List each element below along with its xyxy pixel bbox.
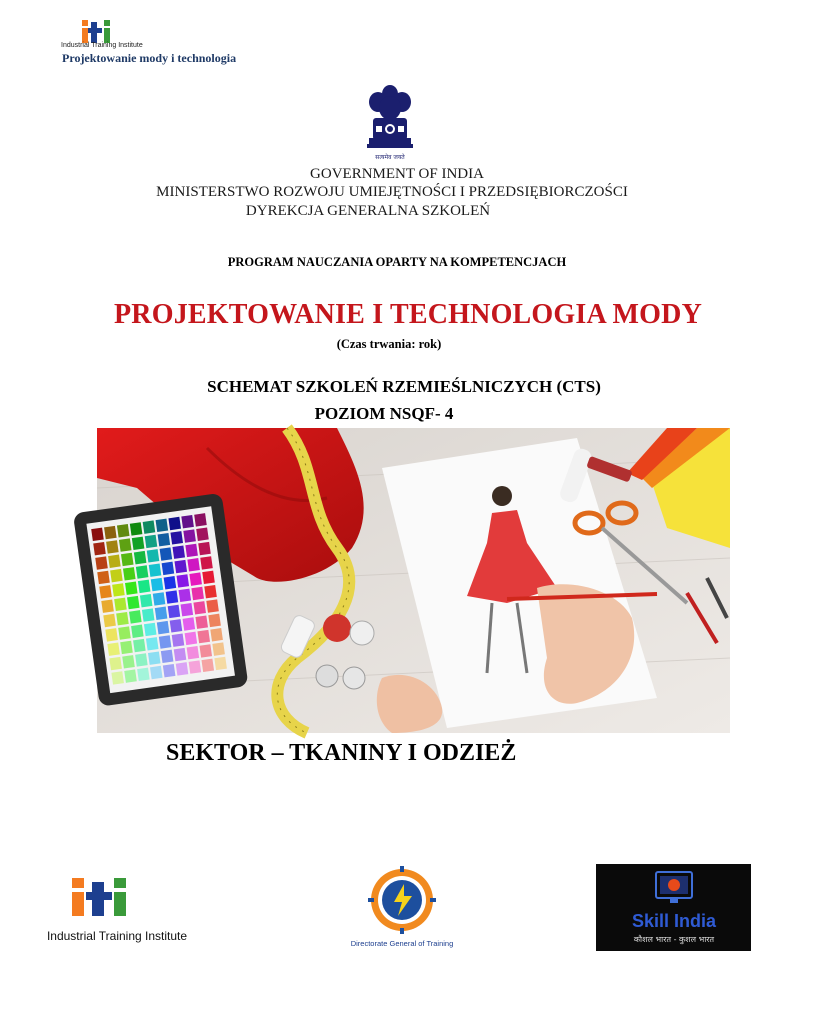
color-swatch — [161, 650, 174, 663]
color-swatch — [191, 587, 204, 600]
color-swatch — [134, 551, 147, 564]
color-swatch — [131, 625, 144, 638]
color-swatch — [197, 630, 210, 643]
emblem-motto: सत्यमेव जयते — [375, 154, 405, 161]
skill-india-name: Skill India — [631, 911, 717, 931]
color-swatch — [93, 542, 106, 555]
color-swatch — [157, 621, 170, 634]
color-swatch — [101, 599, 114, 612]
color-swatch — [108, 555, 121, 568]
color-swatch — [174, 648, 187, 661]
color-swatch — [106, 540, 119, 553]
color-swatch — [196, 528, 209, 541]
color-swatch — [117, 524, 130, 537]
color-swatch — [120, 641, 133, 654]
color-swatch — [145, 535, 158, 548]
iti-logo-caption-large: Industrial Training Institute — [46, 929, 188, 943]
color-swatch — [198, 542, 211, 555]
color-swatch — [150, 666, 163, 679]
national-emblem-icon — [361, 82, 419, 162]
dgt-logo — [350, 864, 454, 952]
color-swatch — [158, 533, 171, 546]
sector-heading: SEKTOR – TKANINY I ODZIEŻ — [166, 740, 517, 766]
color-swatch — [97, 571, 110, 584]
color-swatch — [127, 596, 140, 609]
color-swatch — [99, 585, 112, 598]
government-line: GOVERNMENT OF INDIA — [310, 166, 484, 182]
color-swatch — [176, 662, 189, 675]
program-heading: PROGRAM NAUCZANIA OPARTY NA KOMPETENCJACH — [227, 255, 567, 269]
color-swatch — [140, 594, 153, 607]
color-swatch — [159, 635, 172, 648]
color-swatch — [172, 633, 185, 646]
color-swatch — [214, 657, 227, 670]
color-swatch — [110, 569, 123, 582]
color-swatch — [181, 603, 194, 616]
color-swatch — [114, 598, 127, 611]
color-swatch — [125, 581, 138, 594]
color-swatch — [160, 547, 173, 560]
color-swatch — [130, 522, 143, 535]
color-swatch — [147, 549, 160, 562]
color-swatch — [109, 657, 122, 670]
color-swatch — [135, 653, 148, 666]
color-swatch — [162, 562, 175, 575]
document-header-title: Projektowanie mody i technologia — [62, 51, 237, 65]
color-swatch — [121, 553, 134, 566]
color-swatch — [155, 607, 168, 620]
color-swatch — [149, 563, 162, 576]
skill-india-logo — [596, 864, 751, 951]
iti-logo — [32, 868, 202, 948]
course-duration: (Czas trwania: rok) — [336, 337, 442, 351]
color-swatch — [179, 589, 192, 602]
color-swatch — [148, 651, 161, 664]
iti-logo-small — [80, 18, 160, 44]
color-swatch — [212, 642, 225, 655]
color-swatch — [189, 572, 202, 585]
directorate-line: DYREKCJA GENERALNA SZKOLEŃ — [245, 203, 491, 219]
color-swatch — [172, 546, 185, 559]
color-swatch — [104, 526, 117, 539]
color-swatch — [199, 644, 212, 657]
color-swatch — [132, 537, 145, 550]
nsqf-level: POZIOM NSQF- 4 — [314, 404, 454, 423]
color-swatch — [164, 576, 177, 589]
color-swatch — [95, 556, 108, 569]
color-swatch — [138, 580, 151, 593]
color-swatch — [107, 643, 120, 656]
color-swatch — [118, 626, 131, 639]
color-swatch — [146, 637, 159, 650]
color-swatch — [103, 614, 116, 627]
color-swatch — [183, 617, 196, 630]
color-swatch — [170, 531, 183, 544]
skill-india-tagline: कौशल भारत - कुशल भारत — [633, 935, 715, 944]
color-swatch — [142, 608, 155, 621]
color-swatch — [163, 664, 176, 677]
ministry-line: MINISTERSTWO ROZWOJU UMIEJĘTNOŚCI I PRZEDSIĘBIORCZOŚCI — [156, 184, 628, 200]
color-swatch — [170, 619, 183, 632]
iti-logo-caption: Industrial Training Institute — [61, 42, 143, 49]
color-swatch — [143, 520, 156, 533]
color-swatch — [189, 660, 202, 673]
color-swatch — [194, 513, 207, 526]
color-swatch — [177, 574, 190, 587]
color-swatch — [122, 655, 135, 668]
color-swatch — [185, 632, 198, 645]
dgt-caption: Directorate General of Training — [350, 939, 454, 948]
color-swatch — [193, 601, 206, 614]
color-swatch — [136, 565, 149, 578]
color-swatch — [124, 669, 137, 682]
color-swatch — [174, 560, 187, 573]
color-swatch — [187, 646, 200, 659]
color-swatch — [210, 628, 223, 641]
color-swatch — [105, 628, 118, 641]
color-swatch — [200, 556, 213, 569]
color-swatch — [187, 558, 200, 571]
course-title: PROJEKTOWANIE I TECHNOLOGIA MODY — [113, 299, 702, 330]
color-swatch — [181, 515, 194, 528]
color-swatch — [201, 659, 214, 672]
color-swatch — [133, 639, 146, 652]
color-swatch — [153, 592, 166, 605]
color-swatch — [116, 612, 129, 625]
scheme-heading: SCHEMAT SZKOLEŃ RZEMIEŚLNICZYCH (CTS) — [207, 377, 601, 396]
color-swatch — [129, 610, 142, 623]
color-swatch — [166, 590, 179, 603]
color-swatch — [123, 567, 136, 580]
color-swatch — [183, 529, 196, 542]
color-swatch — [137, 668, 150, 681]
color-swatch — [156, 519, 169, 532]
color-swatch — [204, 585, 217, 598]
color-swatch — [144, 623, 157, 636]
color-swatch — [202, 571, 215, 584]
color-swatch — [111, 671, 124, 684]
color-swatch — [208, 614, 221, 627]
color-swatch — [91, 528, 104, 541]
color-swatch — [185, 544, 198, 557]
color-swatch — [151, 578, 164, 591]
fashion-design-photo — [97, 428, 730, 733]
color-swatch — [119, 538, 132, 551]
color-swatch — [195, 615, 208, 628]
color-swatch — [168, 605, 181, 618]
color-swatch — [168, 517, 181, 530]
color-swatch — [206, 599, 219, 612]
color-swatch — [112, 583, 125, 596]
